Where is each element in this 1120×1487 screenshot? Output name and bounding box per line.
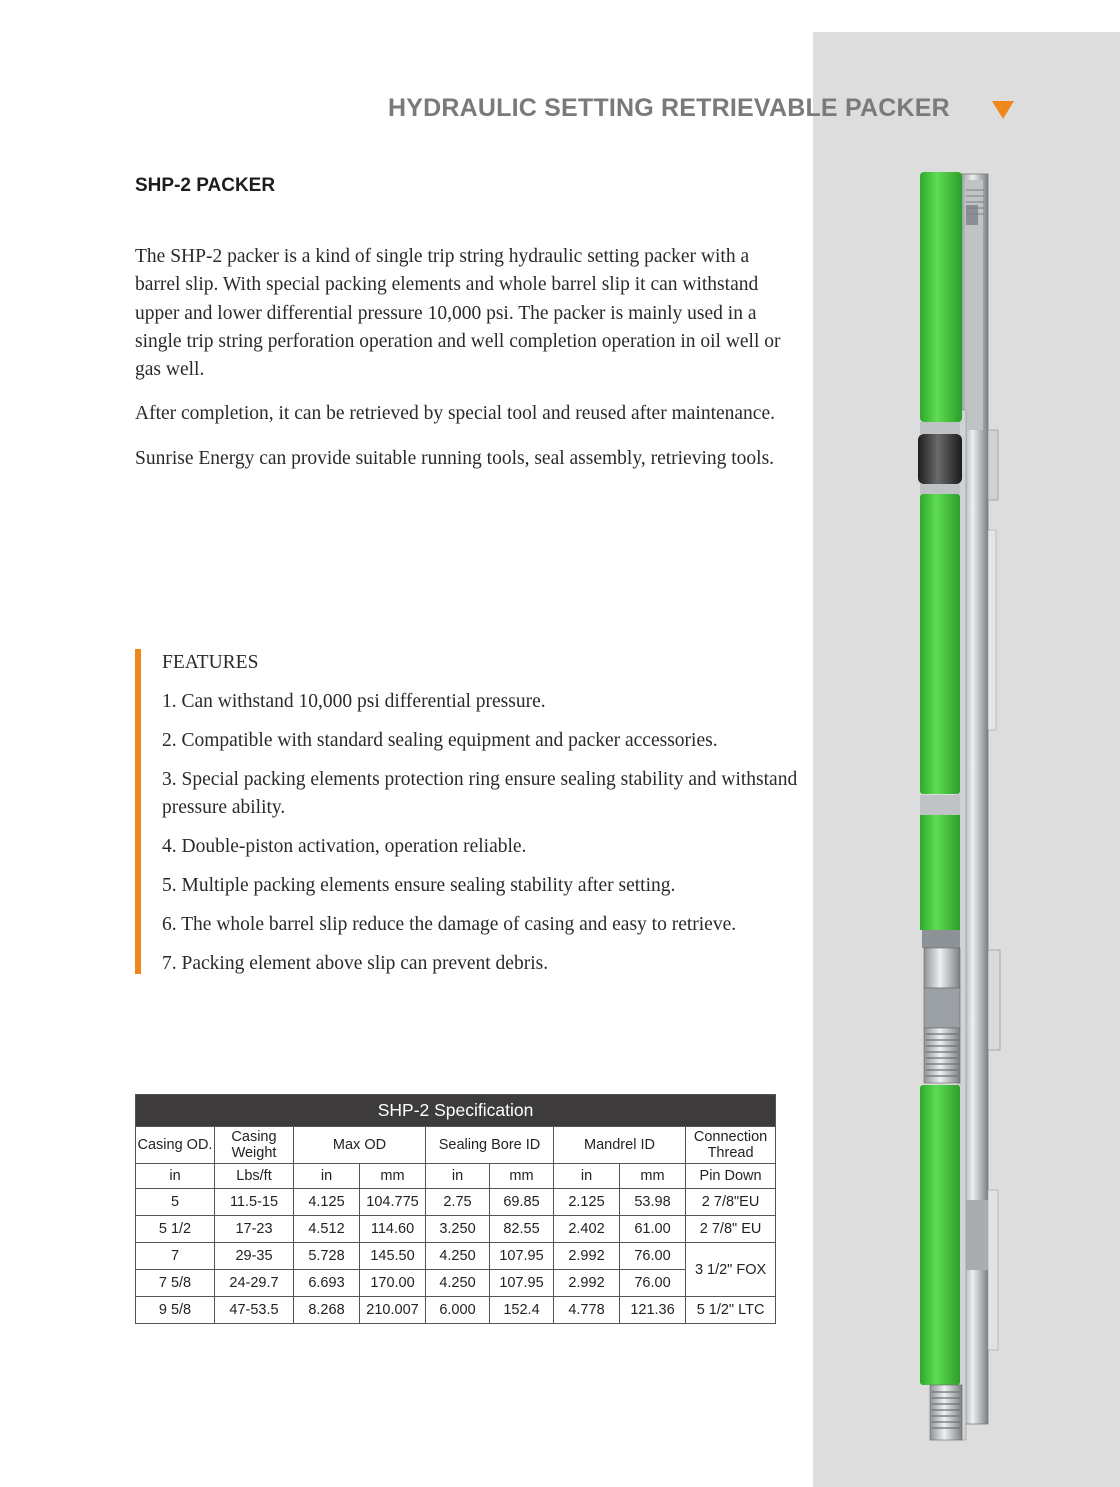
table-cell: 107.95 [490, 1243, 554, 1270]
table-cell: 82.55 [490, 1216, 554, 1243]
unit-cell: mm [490, 1164, 554, 1189]
feature-item: 3. Special packing elements protection ring ensure sealing stability and withstand pressure ability. [162, 769, 798, 818]
table-cell: 6.693 [294, 1270, 360, 1297]
table-cell: 8.268 [294, 1297, 360, 1324]
table-cell: 2.75 [426, 1189, 490, 1216]
unit-cell: in [426, 1164, 490, 1189]
table-caption: SHP-2 Specification [136, 1095, 776, 1127]
features-accent-bar [135, 649, 141, 974]
table-cell: 24-29.7 [215, 1270, 294, 1297]
table-cell: 107.95 [490, 1270, 554, 1297]
feature-item: 1. Can withstand 10,000 psi differential pressure. [162, 691, 546, 712]
unit-cell: in [294, 1164, 360, 1189]
unit-cell: Lbs/ft [215, 1164, 294, 1189]
table-row [136, 1297, 776, 1324]
description-paragraph: Sunrise Energy can provide suitable running tools, seal assembly, retrieving tools. [135, 447, 775, 469]
table-cell: 6.000 [426, 1297, 490, 1324]
table-cell: 53.98 [620, 1189, 686, 1216]
packer-illustration [880, 150, 1030, 1450]
table-cell: 5 [136, 1189, 215, 1216]
table-row [136, 1189, 776, 1216]
table-cell: 2.992 [554, 1243, 620, 1270]
table-cell: 170.00 [360, 1270, 426, 1297]
feature-item: 2. Compatible with standard sealing equipment and packer accessories. [162, 730, 718, 751]
table-cell: 11.5-15 [215, 1189, 294, 1216]
table-cell: 69.85 [490, 1189, 554, 1216]
table-cell: 4.512 [294, 1216, 360, 1243]
header-max-od: Max OD [294, 1127, 426, 1164]
table-cell: 4.250 [426, 1243, 490, 1270]
table-cell: 4.250 [426, 1270, 490, 1297]
table-cell: 7 5/8 [136, 1270, 215, 1297]
table-cell: 2.402 [554, 1216, 620, 1243]
table-cell: 17-23 [215, 1216, 294, 1243]
table-cell: 5.728 [294, 1243, 360, 1270]
header-sealing-bore-id: Sealing Bore ID [426, 1127, 554, 1164]
unit-cell: in [554, 1164, 620, 1189]
features-title: FEATURES [162, 652, 259, 673]
triangle-down-icon [992, 101, 1014, 119]
unit-cell: in [136, 1164, 215, 1189]
table-cell: 29-35 [215, 1243, 294, 1270]
features-list [162, 688, 802, 978]
feature-item: 7. Packing element above slip can prevent debris. [162, 953, 549, 974]
table-cell: 104.775 [360, 1189, 426, 1216]
unit-cell: mm [620, 1164, 686, 1189]
table-cell: 2.992 [554, 1270, 620, 1297]
table-cell: 114.60 [360, 1216, 426, 1243]
table-cell: 76.00 [620, 1270, 686, 1297]
table-cell: 152.4 [490, 1297, 554, 1324]
table-cell: 7 [136, 1243, 215, 1270]
table-cell: 61.00 [620, 1216, 686, 1243]
table-row [136, 1243, 776, 1270]
product-description [135, 243, 795, 489]
specification-table [135, 1094, 776, 1324]
feature-item: 4. Double-piston activation, operation reliable. [162, 836, 527, 857]
product-title: SHP-2 PACKER [135, 175, 276, 196]
description-paragraph: The SHP-2 packer is a kind of single trip string hydraulic setting packer with a barrel slip. With special packing elements and whole barrel slip it can withstand upper and lower differential pressure 10,000 psi. The packer is mainly used in a single trip string perforation operation and well completion operation in oil well or gas well. [135, 246, 781, 381]
header-mandrel-id: Mandrel ID [554, 1127, 686, 1164]
table-row [136, 1216, 776, 1243]
table-cell: 4.778 [554, 1297, 620, 1324]
table-cell: 3.250 [426, 1216, 490, 1243]
table-cell: 9 5/8 [136, 1297, 215, 1324]
table-row [136, 1270, 776, 1297]
table-cell: 2 7/8"EU [686, 1189, 776, 1216]
table-cell: 210.007 [360, 1297, 426, 1324]
table-cell: 121.36 [620, 1297, 686, 1324]
table-cell: 47-53.5 [215, 1297, 294, 1324]
features-section [162, 649, 802, 989]
unit-cell: Pin Down [686, 1164, 776, 1189]
table-cell: 2 7/8" EU [686, 1216, 776, 1243]
header-casing-od: Casing OD. [136, 1127, 215, 1164]
feature-item: 5. Multiple packing elements ensure sealing stability after setting. [162, 875, 676, 896]
table-cell: 2.125 [554, 1189, 620, 1216]
header-connection-thread: Connection Thread [686, 1127, 776, 1164]
feature-item: 6. The whole barrel slip reduce the damage of casing and easy to retrieve. [162, 914, 737, 935]
description-paragraph: After completion, it can be retrieved by special tool and reused after maintenance. [135, 403, 775, 425]
table-cell-merged: 3 1/2" FOX [686, 1243, 776, 1297]
table-cell: 5 1/2 [136, 1216, 215, 1243]
table-cell: 5 1/2" LTC [686, 1297, 776, 1324]
unit-cell: mm [360, 1164, 426, 1189]
header-casing-weight: Casing Weight [215, 1127, 294, 1164]
units-row [136, 1164, 776, 1189]
table-cell: 4.125 [294, 1189, 360, 1216]
table-cell: 76.00 [620, 1243, 686, 1270]
table-cell: 145.50 [360, 1243, 426, 1270]
page-header-title: HYDRAULIC SETTING RETRIEVABLE PACKER [388, 94, 950, 122]
